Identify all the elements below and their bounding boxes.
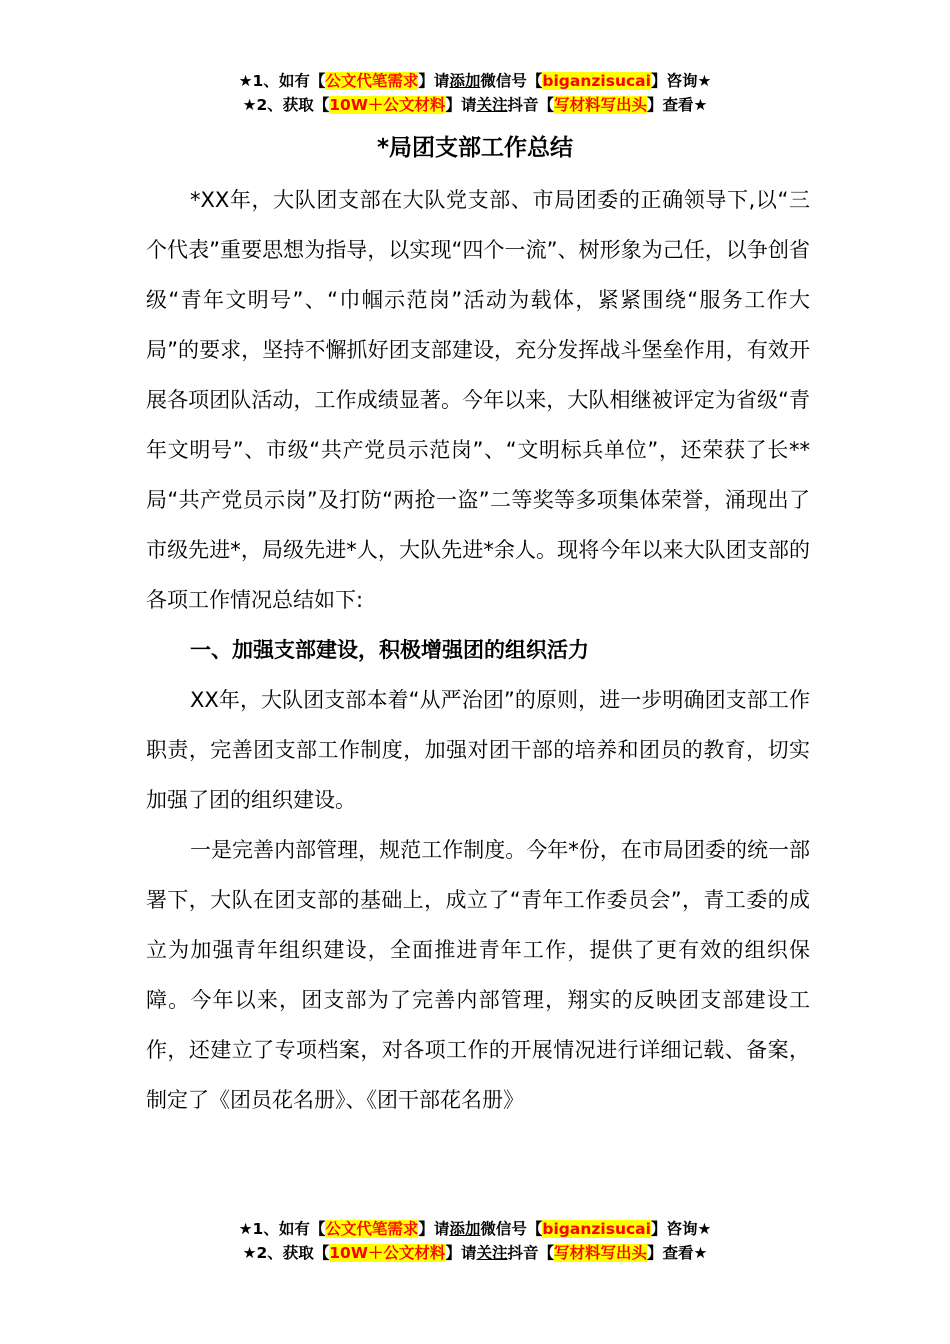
notice-line-2 bbox=[0, 1241, 950, 1265]
highlight-wechat-id: biganzisucai bbox=[542, 72, 651, 90]
document-title: *局团支部工作总结 bbox=[376, 135, 574, 161]
notice-text: 微信号【 bbox=[480, 1220, 543, 1238]
underline-text: 添加 bbox=[449, 72, 481, 90]
star-icon: ★ bbox=[242, 1244, 257, 1262]
notice-text: 1、如有【 bbox=[252, 1220, 326, 1238]
underline-text: 关注 bbox=[476, 1244, 508, 1262]
paragraph-section-intro: XX年，大队团支部本着“从严治团”的原则，进一步明确团支部工作职责，完善团支部工作制度，加强对团干部的培养和团员的教育，切实加强了团的组织建设。 bbox=[146, 688, 810, 812]
star-icon: ★ bbox=[238, 72, 253, 90]
highlight-douyin-account: 写材料写出头 bbox=[553, 1244, 647, 1262]
notice-text: 】咨询 bbox=[650, 1220, 698, 1238]
notice-line-1 bbox=[0, 69, 950, 93]
section-heading: 一、加强支部建设，积极增强团的组织活力 bbox=[190, 638, 589, 662]
notice-line-1 bbox=[0, 1217, 950, 1241]
paragraph-intro: *XX年，大队团支部在大队党支部、市局团委的正确领导下,以“三个代表”重要思想为指导，以实现“四个一流”、树形象为己任，以争创省级“青年文明号”、“巾帼示范岗”活动为载体，紧紧围绕“服务工作大局”的要求，坚持不懈抓好团支部建设，充分发挥战斗堡垒作用，有效开展各项团队活动，工作成绩显著。今年以来，大队相继被评定为省级“青年文明号”、市级“共产党员示范岗”、“文明标兵单位”，还荣获了长**局“共产党员示岗”及打防“两抢一盗”二等奖等多项集体荣誉，涌现出了市级先进*，局级先进*人，大队先进*余人。现将今年以来大队团支部的各项工作情况总结如下: bbox=[146, 188, 810, 612]
header-notice bbox=[0, 69, 950, 117]
notice-text: 】请 bbox=[418, 1220, 450, 1238]
highlight-materials: 10W＋公文材料 bbox=[329, 1244, 446, 1262]
underline-text: 添加 bbox=[449, 1220, 481, 1238]
notice-text: 】请 bbox=[418, 72, 450, 90]
underline-text: 关注 bbox=[476, 96, 508, 114]
notice-text: 】请 bbox=[445, 96, 477, 114]
notice-text: 抖音【 bbox=[507, 96, 554, 114]
notice-text: 】咨询 bbox=[650, 72, 698, 90]
star-icon: ★ bbox=[238, 1220, 253, 1238]
highlight-service: 公文代笔需求 bbox=[325, 1220, 419, 1238]
notice-text: 1、如有【 bbox=[252, 72, 326, 90]
notice-text: 】请 bbox=[445, 1244, 477, 1262]
notice-text: 】查看 bbox=[647, 1244, 694, 1262]
star-icon: ★ bbox=[693, 1244, 708, 1262]
highlight-materials: 10W＋公文材料 bbox=[329, 96, 446, 114]
notice-line-2 bbox=[0, 93, 950, 117]
star-icon: ★ bbox=[693, 96, 708, 114]
footer-notice bbox=[0, 1217, 950, 1265]
notice-text: 】查看 bbox=[647, 96, 694, 114]
highlight-wechat-id: biganzisucai bbox=[542, 1220, 651, 1238]
notice-text: 2、获取【 bbox=[256, 96, 330, 114]
notice-text: 抖音【 bbox=[507, 1244, 554, 1262]
notice-text: 微信号【 bbox=[480, 72, 543, 90]
notice-text: 2、获取【 bbox=[256, 1244, 330, 1262]
star-icon: ★ bbox=[697, 72, 712, 90]
star-icon: ★ bbox=[242, 96, 257, 114]
highlight-douyin-account: 写材料写出头 bbox=[553, 96, 647, 114]
highlight-service: 公文代笔需求 bbox=[325, 72, 419, 90]
paragraph-management: 一是完善内部管理，规范工作制度。今年*份，在市局团委的统一部署下，大队在团支部的基础上，成立了“青年工作委员会”，青工委的成立为加强青年组织建设，全面推进青年工作，提供了更有效的组织保障。今年以来，团支部为了完善内部管理，翔实的反映团支部建设工作，还建立了专项档案，对各项工作的开展情况进行详细记载、备案，制定了《团员花名册》、《团干部花名册》 bbox=[146, 838, 810, 1112]
star-icon: ★ bbox=[697, 1220, 712, 1238]
document-body bbox=[146, 175, 810, 1125]
